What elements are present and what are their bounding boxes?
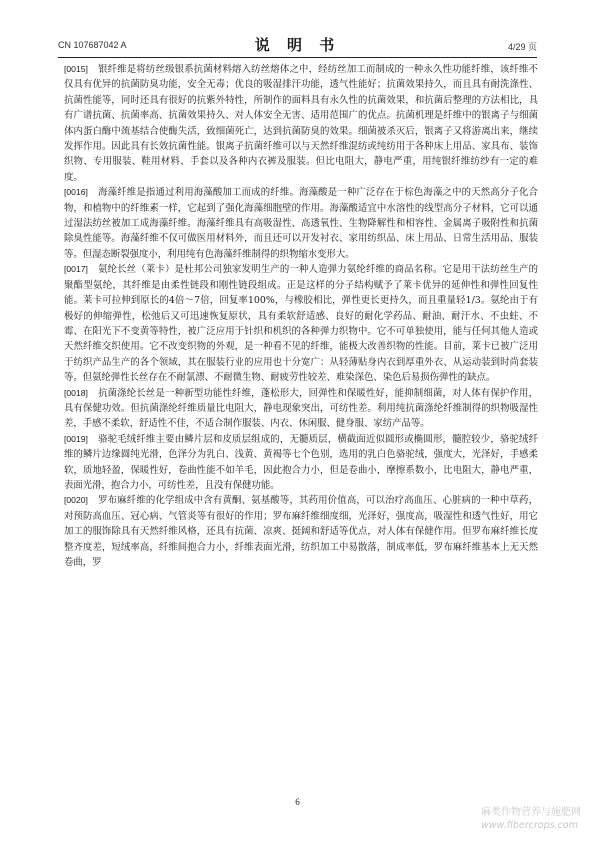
page-count: 4/29 页 [507,42,537,52]
header-divider [58,57,537,58]
paragraph-0019 [64,432,538,494]
paragraph-number: [0017] [64,264,88,275]
paragraph-number: [0015] [64,64,88,74]
paragraph-text: 银纤维是将纺丝级银系抗菌材料熔入纺丝熔体之中，经纺丝加工而制成的一种永久性功能纤维，该纤维不仅具有优异的抗菌防臭功能，安全无毒；优良的吸湿排汗功能，透气性能好；抗菌效果持久，而且具有耐洗涤性、抗菌性能等，同时还具有很好的抗紫外特性，所制作的面料具有永久性的抗菌效果，和抗菌后整理的方法相比，具有广谱抗菌、抗菌率高、抗菌效果持久、对人体安全无害、适用范围广的优点。抗菌机理是纤维中的银离子与细菌体内蛋白酶中巯基结合使酶失活，致细菌死亡，达到抗菌防臭的效果。细菌被杀灭后，银离子又将游离出来，继续发挥作用。因此具有长效抗菌性能。银离子抗菌纤维可以与天然纤维混纺或纯纺用于各种床上用品、家具布、装饰织物、专用服装、鞋用材料、手套以及各种内衣裤及服装。但比电阻大，静电严重，用纯银纤维纺纱有一定的难度。 [64,64,538,183]
document-body [64,62,538,570]
page-title: 说 明 书 [254,36,341,54]
paragraph-text: 海藻纤维是指通过利用海藻酸加工而成的纤维。海藻酸是一种广泛存在于棕色海藻之中的天然高分子化合物，和植物中的纤维素一样，它起到了强化海藻细胞壁的作用。海藻酸适宜中水溶性的线型高分子材料，它可以通过湿法纺丝被加工成海藻纤维。海藻纤维具有高吸湿性、高透氧性、生物降解性和相容性、金属离子吸附性和抗菌除臭性能等。海藻纤维不仅可做医用材料外，而且还可以开发衬衣、家用纺织品、床上用品、日常生活用品、服装等。但湿态断裂强度小，利用纯有色海藻纤维制得的织物缩水变形大。 [64,187,538,260]
paragraph-number: [0018] [64,387,88,398]
watermark-text: 麻类作物营养与施肥网 [481,807,581,818]
paragraph-0017 [64,262,538,385]
paragraph-0018 [64,386,538,432]
paragraph-text: 罗布麻纤维的化学组成中含有黄酮、氨基酸等，其药用价值高，可以治疗高血压、心脏病的一种中草药，对预防高血压、冠心病、气管炎等有很好的作用；罗布麻纤维细度细，光泽好，强度高，吸湿性和透气性好，用它加工的服饰除具有天然纤维风格，还具有抗菌、凉爽、挺阔和舒适等优点，对人体有保健作用。但罗布麻纤维长度整齐度差，短绒率高，纤维间抱合力小，纤维表面光滑，纺织加工中易散落，制成率低，罗布麻纤维基本上无天然卷曲，罗 [64,495,538,568]
paragraph-number: [0019] [64,433,88,444]
paragraph-0016 [64,185,538,262]
paragraph-number: [0016] [64,187,88,198]
page-header [58,34,537,54]
paragraph-text: 氨纶长丝（莱卡）是杜邦公司独家发明生产的一种人造弹力氨纶纤维的商品名称。它是用干法纺丝生产的聚酯型氨纶，其纤维是由柔性链段和刚性链段组成。正是这样的分子结构赋予了莱卡优异的延伸性和弹性回复性能。莱卡可拉伸到原长的4倍～7倍，回复率100%，与橡胶相比，弹性更长更持久，而且重量轻1/3。氨纶由于有极好的伸缩弹性，松弛后又可迅速恢复原状，具有柔软舒适感、良好的耐化学药品、耐油、耐汗水、不虫蛀、不霉、在阳光下不变黄等特性，被广泛应用于针织和机织的各种弹力织物中。它不可单独使用，能与任何其他人造或天然纤维交织使用。它不改变织物的外观，是一种看不见的纤维，能极大改善织物的性能。目前，莱卡已被广泛用于纺织产品生产的各个领域，其在服装行业的应用也十分宽广：从轻薄贴身内衣到厚重外衣、从运动装到时尚套装等。但氨纶弹性长丝存在不耐氯漂、不耐微生物、耐疲劳性较差、难染深色、染色后易损伤弹性的缺点。 [64,264,538,384]
paragraph-0020 [64,493,538,570]
paragraph-number: [0020] [64,495,88,506]
patent-number: CN 107687042 A [58,40,127,50]
paragraph-text: 抗菌涤纶长丝是一种新型功能性纤维，蓬松形大，回弹性和保暖性好，能抑制细菌，对人体有保护作用，具有保健功效。但抗菌涤纶纤维质量比电阻大，静电现象突出，可纺性差。利用纯抗菌涤纶纤维制得的织物吸湿性差，手感不柔软，舒适性不佳，不适合制作服装、内衣、休闲服、健身服、家纺产品等。 [64,387,538,430]
page-number: 6 [295,797,300,807]
paragraph-text: 骆驼毛绒纤维主要由鳞片层和皮质层组成的，无髓质层，横截面近似圆形或椭圆形，髓腔较少，骆驼绒纤维的鳞片边缘圆纯光滑，色泽分为乳白、浅黄、黄褐等七个色别，选用的乳白色骆驼绒，强度大，光泽好，手感柔软，质地轻盈，保暖性好，卷曲性能不如羊毛，因此抱合力小，但是卷曲小，摩擦系数小，比电阻大，静电严重，表面光滑，抱合力小，可纺性差，且没有保健功能。 [64,433,538,491]
site-watermark [481,806,581,832]
paragraph-0015 [64,62,538,185]
watermark-url: www.fibercrops.com [481,820,578,831]
